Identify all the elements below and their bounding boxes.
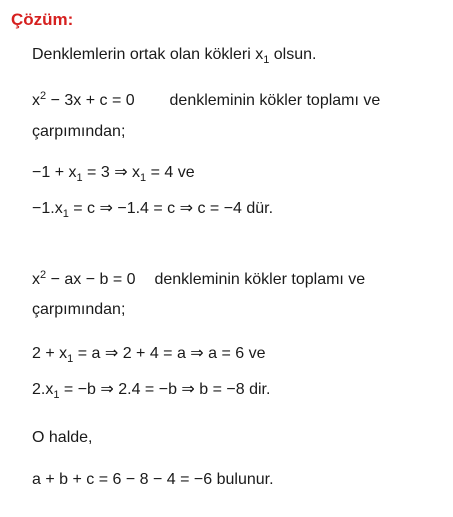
equation-1-continued: çarpımından; [32, 123, 126, 140]
step-3-line [32, 344, 266, 369]
equation-2-rest: − ax − b = 0 [46, 271, 136, 288]
equation-2-base: x [32, 271, 40, 288]
intro-subscript: 1 [263, 54, 270, 66]
final-result-line: a + b + c = 6 − 8 − 4 = −6 bulunur. [32, 471, 274, 488]
step-1-subscript-b: 1 [140, 172, 147, 184]
step-1-part-b: = 3 ⇒ x [82, 164, 141, 181]
intro-text-end: olsun. [269, 46, 317, 63]
step-1-subscript-a: 1 [76, 172, 83, 184]
equation-1-rest: − 3x + c = 0 [46, 92, 135, 109]
step-1-line [32, 163, 195, 188]
equation-1-exponent: 2 [40, 90, 47, 102]
step-1-part-c: = 4 ve [146, 164, 195, 181]
step-4-line [32, 380, 270, 405]
step-2-subscript: 1 [62, 208, 69, 220]
step-2-part-b: = c ⇒ −1.4 = c ⇒ c = −4 dür. [68, 200, 274, 217]
equation-2-continued: çarpımından; [32, 301, 126, 318]
equation-1-line [32, 86, 380, 111]
conclusion-line: O halde, [32, 429, 93, 446]
step-1-part-a: −1 + x [32, 164, 77, 181]
solution-heading: Çözüm: [11, 10, 74, 29]
equation-1-description: denkleminin kökler toplamı ve [169, 92, 381, 109]
equation-2-description: denkleminin kökler toplamı ve [154, 271, 366, 288]
step-4-part-a: 2.x [32, 381, 54, 398]
step-2-line [32, 199, 273, 224]
equation-2-exponent: 2 [40, 269, 47, 281]
step-3-part-b: = a ⇒ 2 + 4 = a ⇒ a = 6 ve [73, 345, 266, 362]
step-2-part-a: −1.x [32, 200, 63, 217]
step-4-subscript: 1 [53, 389, 60, 401]
intro-line [32, 45, 316, 70]
intro-text: Denklemlerin ortak olan kökleri x [32, 46, 264, 63]
step-3-part-a: 2 + x [32, 345, 68, 362]
step-4-part-b: = −b ⇒ 2.4 = −b ⇒ b = −8 dir. [59, 381, 271, 398]
equation-1-base: x [32, 92, 40, 109]
equation-2-line [32, 265, 365, 290]
step-3-subscript: 1 [67, 353, 74, 365]
